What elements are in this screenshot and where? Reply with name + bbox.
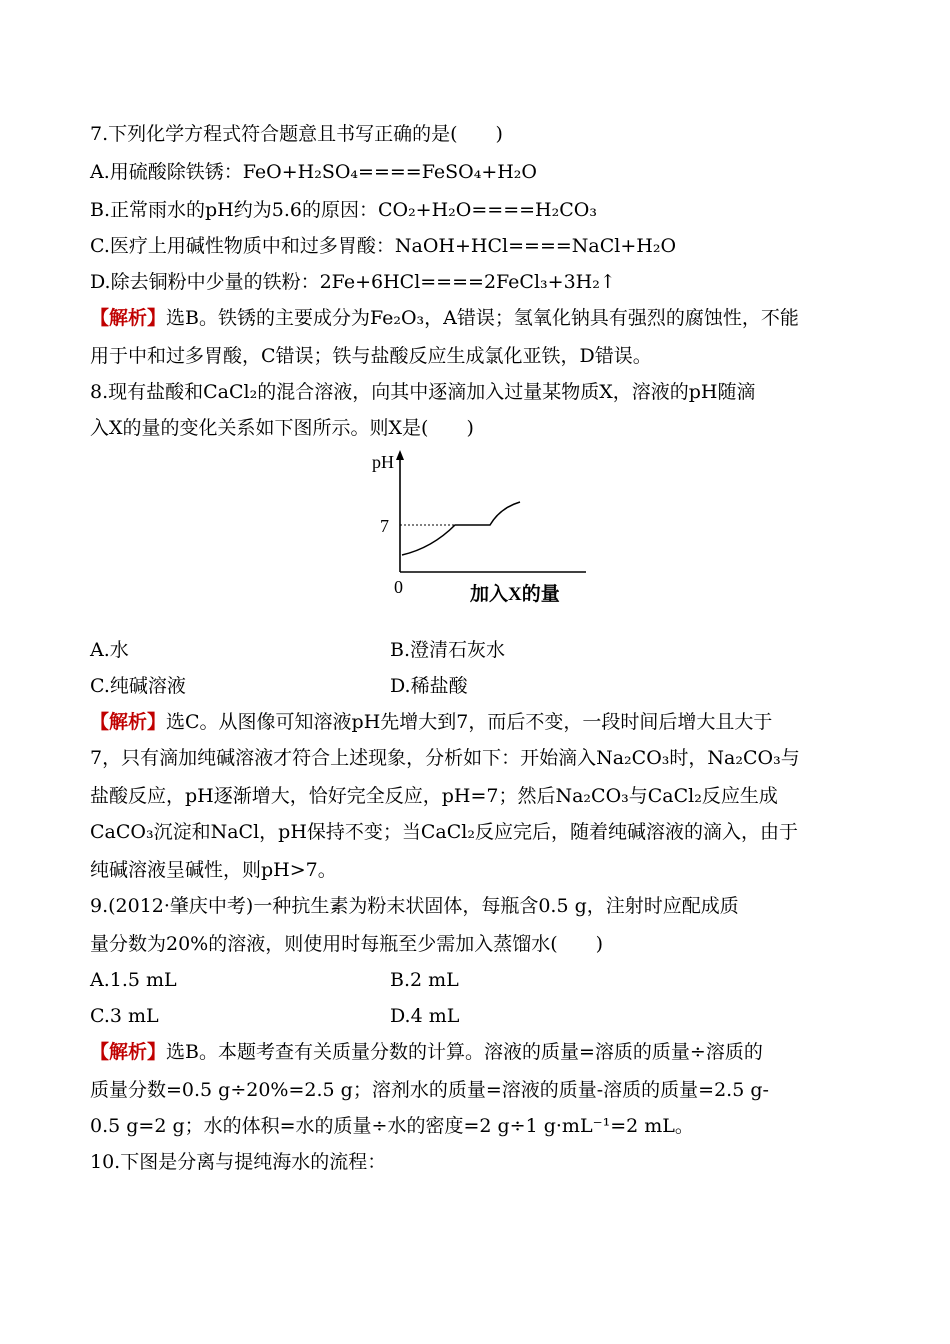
q9-stem-line-2: 量分数为20%的溶液，则使用时每瓶至少需加入蒸馏水( )	[90, 933, 604, 955]
q8-analysis-line-2: 7，只有滴加纯碱溶液才符合上述现象，分析如下：开始滴入Na₂CO₃时，Na₂CO₃与	[90, 747, 800, 769]
q9-option-c: C.3 mL	[90, 1005, 159, 1027]
analysis-tag: 【解析】	[90, 1041, 167, 1063]
y-axis-arrow	[396, 450, 404, 460]
q8-option-d: D.稀盐酸	[390, 675, 468, 697]
q9-option-a: A.1.5 mL	[90, 969, 177, 991]
q8-option-b: B.澄清石灰水	[390, 639, 506, 661]
q8-analysis-line-3: 盐酸反应，pH逐渐增大，恰好完全反应，pH=7；然后Na₂CO₃与CaCl₂反应生成	[90, 785, 778, 807]
q8-stem-line-2: 入X的量的变化关系如下图所示。则X是( )	[90, 417, 474, 439]
q8-analysis-line-1: 【解析】选C。从图像可知溶液pH先增大到7，而后不变，一段时间后增大且大于	[90, 711, 773, 733]
ph-curve	[402, 502, 520, 555]
q9-analysis-line-3: 0.5 g=2 g；水的体积=水的质量÷水的密度=2 g÷1 g·mL⁻¹=2 mL。	[90, 1115, 694, 1137]
q10-stem: 10.下图是分离与提纯海水的流程：	[90, 1151, 387, 1173]
q7-analysis-line-2: 用于中和过多胃酸，C错误；铁与盐酸反应生成氯化亚铁，D错误。	[90, 345, 652, 367]
q8-analysis-line-5: 纯碱溶液呈碱性，则pH>7。	[90, 859, 337, 881]
q9-analysis-line-1: 【解析】选B。本题考查有关质量分数的计算。溶液的质量=溶质的质量÷溶质的	[90, 1041, 763, 1063]
q8-analysis-line-4: CaCO₃沉淀和NaCl，pH保持不变；当CaCl₂反应完后，随着纯碱溶液的滴入，由于	[90, 821, 798, 843]
y-axis-label: pH	[372, 452, 394, 472]
q9-analysis-line-2: 质量分数=0.5 g÷20%=2.5 g；溶剂水的质量=溶液的质量-溶质的质量=2.5 g-	[90, 1079, 769, 1101]
ph-curve-figure	[360, 448, 600, 608]
origin-label: 0	[394, 577, 403, 597]
q7-option-b: B.正常雨水的pH约为5.6的原因：CO₂+H₂O====H₂CO₃	[90, 199, 597, 221]
q9-stem-line-1: 9.(2012·肇庆中考)一种抗生素为粉末状固体，每瓶含0.5 g，注射时应配成质	[90, 895, 739, 917]
analysis-tag: 【解析】	[90, 711, 167, 733]
q9-option-d: D.4 mL	[390, 1005, 460, 1027]
q7-stem: 7.下列化学方程式符合题意且书写正确的是( )	[90, 123, 503, 145]
x-axis-label: 加入X的量	[470, 584, 560, 605]
q7-option-c: C.医疗上用碱性物质中和过多胃酸：NaOH+HCl====NaCl+H₂O	[90, 235, 677, 257]
q9-option-b: B.2 mL	[390, 969, 459, 991]
y-mark-7: 7	[380, 516, 389, 536]
q8-option-a: A.水	[90, 639, 129, 661]
analysis-tag: 【解析】	[90, 307, 167, 329]
q8-option-c: C.纯碱溶液	[90, 675, 186, 697]
q7-analysis-line-1: 【解析】选B。铁锈的主要成分为Fe₂O₃，A错误；氢氧化钠具有强烈的腐蚀性，不能	[90, 307, 799, 329]
q7-option-d: D.除去铜粉中少量的铁粉：2Fe+6HCl====2FeCl₃+3H₂↑	[90, 271, 616, 293]
q8-stem-line-1: 8.现有盐酸和CaCl₂的混合溶液，向其中逐滴加入过量某物质X，溶液的pH随滴	[90, 381, 756, 403]
q7-option-a: A.用硫酸除铁锈：FeO+H₂SO₄====FeSO₄+H₂O	[90, 161, 538, 183]
